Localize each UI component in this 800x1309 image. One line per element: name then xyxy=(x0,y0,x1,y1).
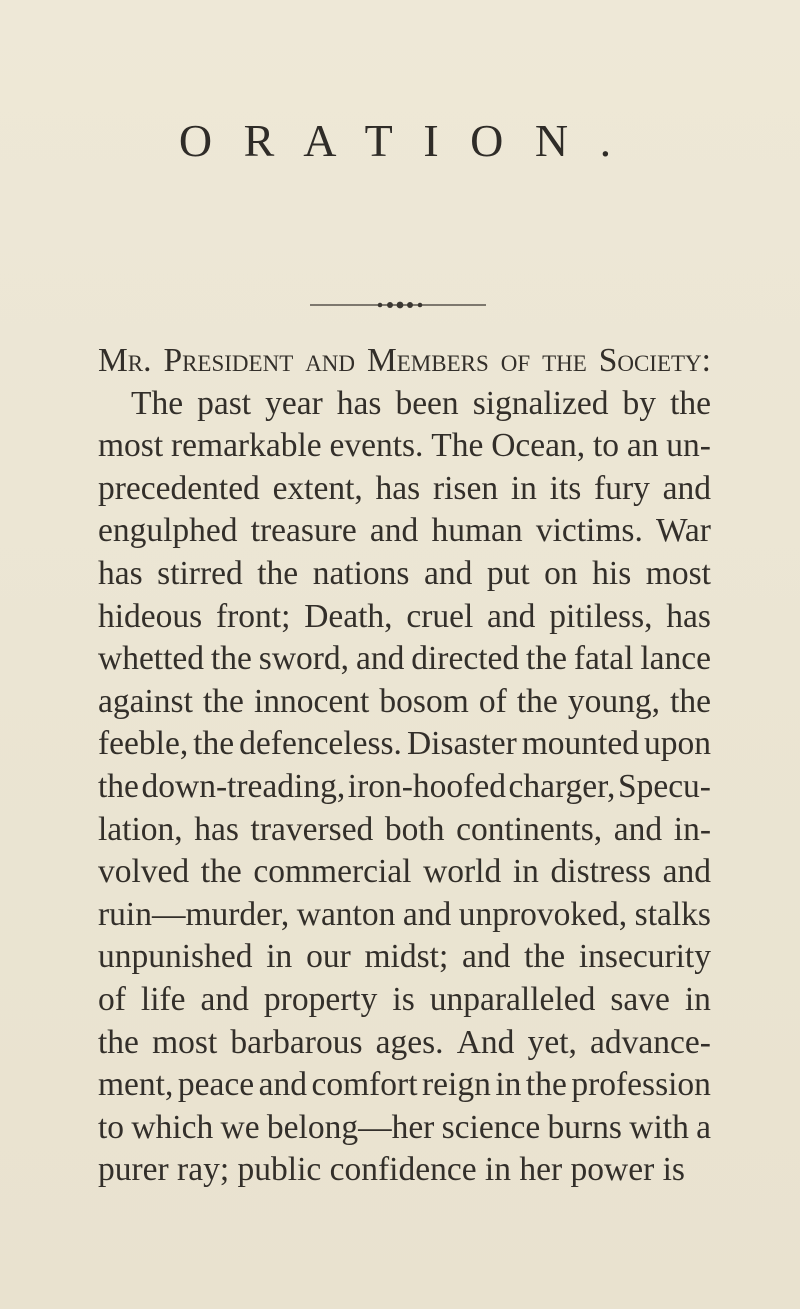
word: iron-hoofed xyxy=(347,767,506,805)
word: advance- xyxy=(590,1023,711,1061)
word: has xyxy=(98,554,143,592)
word: in xyxy=(266,938,293,976)
paragraph-line xyxy=(98,425,711,468)
word: the xyxy=(202,682,244,720)
word: life xyxy=(140,980,186,1018)
word: in xyxy=(684,980,711,1018)
word: of xyxy=(500,342,531,379)
word: his xyxy=(592,554,632,592)
paragraph-line xyxy=(98,1107,711,1150)
word: year xyxy=(265,384,323,422)
word: save xyxy=(610,980,670,1018)
word: in xyxy=(510,469,537,507)
word: midst; xyxy=(364,938,449,976)
word: hideous xyxy=(98,597,203,635)
word: fury xyxy=(594,469,650,507)
word: most xyxy=(152,1023,218,1061)
paragraph-line xyxy=(98,510,711,553)
word: treasure xyxy=(250,512,357,550)
word: and xyxy=(487,597,536,635)
word: the xyxy=(670,682,711,720)
word: wanton xyxy=(296,895,396,933)
word: Ocean, xyxy=(491,427,586,465)
word: most xyxy=(98,427,164,465)
word: traversed xyxy=(250,810,374,848)
word: its xyxy=(549,469,582,507)
word: past xyxy=(197,384,252,422)
word: to xyxy=(98,1108,125,1146)
word: Death, xyxy=(304,597,393,635)
word: extent, xyxy=(272,469,363,507)
word: continents, xyxy=(456,810,603,848)
word: barbarous xyxy=(230,1023,363,1061)
word: Society: xyxy=(598,342,711,379)
word: cruel xyxy=(406,597,474,635)
paragraph-line xyxy=(98,894,711,937)
word: defenceless. xyxy=(239,725,402,763)
word: we xyxy=(220,1108,260,1146)
word: un- xyxy=(666,427,711,465)
word: War xyxy=(656,512,711,550)
word: charger, xyxy=(508,767,616,805)
word: whetted xyxy=(98,640,205,678)
word: belong—her xyxy=(266,1108,435,1146)
word: by xyxy=(622,384,657,422)
word: mounted xyxy=(521,725,639,763)
word: of xyxy=(98,980,126,1018)
word: directed xyxy=(411,640,520,678)
word: the xyxy=(257,554,299,592)
word: unprovoked, xyxy=(458,895,628,933)
word: property xyxy=(263,980,378,1018)
word: the xyxy=(210,640,252,678)
word: the xyxy=(516,682,558,720)
paragraph-line xyxy=(98,383,711,426)
word: the xyxy=(193,725,235,763)
word: comfort xyxy=(311,1066,418,1104)
word: lation, xyxy=(98,810,183,848)
word: and xyxy=(662,853,711,891)
word: peace xyxy=(177,1066,255,1104)
word: commercial xyxy=(253,853,412,891)
word: with xyxy=(629,1108,689,1146)
paragraph-line xyxy=(98,851,711,894)
paragraph-line xyxy=(98,1064,711,1107)
word: the xyxy=(98,767,139,805)
word: stirred xyxy=(157,554,243,592)
word: both xyxy=(384,810,445,848)
paragraph-line xyxy=(98,936,711,979)
paragraph-line xyxy=(98,596,711,639)
paragraph-line xyxy=(98,723,711,766)
paragraph-line xyxy=(98,766,711,809)
salutation-line xyxy=(98,340,711,383)
word: unparalleled xyxy=(429,980,596,1018)
word: and xyxy=(369,512,419,550)
word: and xyxy=(402,895,452,933)
word: and xyxy=(462,938,511,976)
word: Members xyxy=(366,342,489,379)
word: precedented xyxy=(98,469,260,507)
word: pitiless, xyxy=(549,597,653,635)
word: most xyxy=(645,554,711,592)
word: and xyxy=(258,1066,307,1104)
word: innocent xyxy=(253,682,370,720)
word: President xyxy=(163,342,294,379)
word: unpunished xyxy=(98,938,253,976)
word: profession xyxy=(571,1066,711,1104)
word: The xyxy=(131,384,184,422)
word: burns xyxy=(547,1108,622,1146)
word: ages. xyxy=(375,1023,444,1061)
word: and xyxy=(305,342,356,379)
word: which xyxy=(131,1108,214,1146)
word: in xyxy=(495,1066,522,1104)
word: in- xyxy=(673,810,711,848)
paragraph-line xyxy=(98,809,711,852)
word: has xyxy=(666,597,711,635)
word: science xyxy=(441,1108,541,1146)
word: upon xyxy=(644,725,711,763)
word: the xyxy=(98,1023,139,1061)
word: ruin—murder, xyxy=(98,895,290,933)
word: and xyxy=(200,980,249,1018)
word: human xyxy=(431,512,523,550)
word: the xyxy=(200,853,242,891)
word: has xyxy=(336,384,382,422)
word: put xyxy=(486,554,530,592)
word: nations xyxy=(312,554,410,592)
word: risen xyxy=(432,469,499,507)
word: fatal xyxy=(573,640,634,678)
word: volved xyxy=(98,853,190,891)
word: to xyxy=(592,427,620,465)
word: is xyxy=(392,980,415,1018)
paragraph-line: purer ray; public confidence in her power is xyxy=(98,1151,685,1189)
word: lance xyxy=(640,640,711,678)
word: an xyxy=(626,427,659,465)
word: Disaster xyxy=(406,725,517,763)
word: events. xyxy=(329,427,424,465)
word: our xyxy=(306,938,351,976)
paragraph-line xyxy=(98,638,711,681)
word: been xyxy=(395,384,459,422)
paragraph-line xyxy=(98,468,711,511)
word: the xyxy=(670,384,711,422)
oration-text xyxy=(98,340,711,1192)
word: the xyxy=(524,938,566,976)
word: in xyxy=(512,853,539,891)
word: front; xyxy=(215,597,291,635)
word: And xyxy=(456,1023,515,1061)
paragraph-line xyxy=(98,681,711,724)
word: stalks xyxy=(634,895,711,933)
word: engulphed xyxy=(98,512,238,550)
word: and xyxy=(355,640,405,678)
word: Mr. xyxy=(98,342,152,379)
word: reign xyxy=(422,1066,491,1104)
word: Specu- xyxy=(617,767,711,805)
paragraph-line xyxy=(98,979,711,1022)
word: of xyxy=(478,682,507,720)
word: and xyxy=(613,810,663,848)
word: The xyxy=(431,427,484,465)
page-title: O R A T I O N . xyxy=(178,115,622,166)
word: the xyxy=(542,342,587,379)
word: ment, xyxy=(98,1066,174,1104)
word: and xyxy=(662,469,711,507)
paragraph-line xyxy=(98,1022,711,1065)
word: yet, xyxy=(527,1023,577,1061)
word: remarkable xyxy=(170,427,322,465)
word: a xyxy=(696,1108,711,1146)
word: the xyxy=(525,1066,567,1104)
word: has xyxy=(194,810,239,848)
word: on xyxy=(544,554,578,592)
word: young, xyxy=(567,682,660,720)
word: against xyxy=(98,682,193,720)
ornamental-rule xyxy=(310,299,486,311)
word: world xyxy=(423,853,502,891)
word: down-treading, xyxy=(141,767,346,805)
word: signalized xyxy=(472,384,609,422)
word: victims. xyxy=(535,512,643,550)
paragraph-line xyxy=(98,553,711,596)
word: feeble, xyxy=(98,725,189,763)
word: insecurity xyxy=(578,938,711,976)
word: distress xyxy=(550,853,652,891)
word: bosom xyxy=(379,682,469,720)
word: the xyxy=(526,640,567,678)
word: sword, xyxy=(258,640,350,678)
word: has xyxy=(375,469,421,507)
word: and xyxy=(423,554,473,592)
